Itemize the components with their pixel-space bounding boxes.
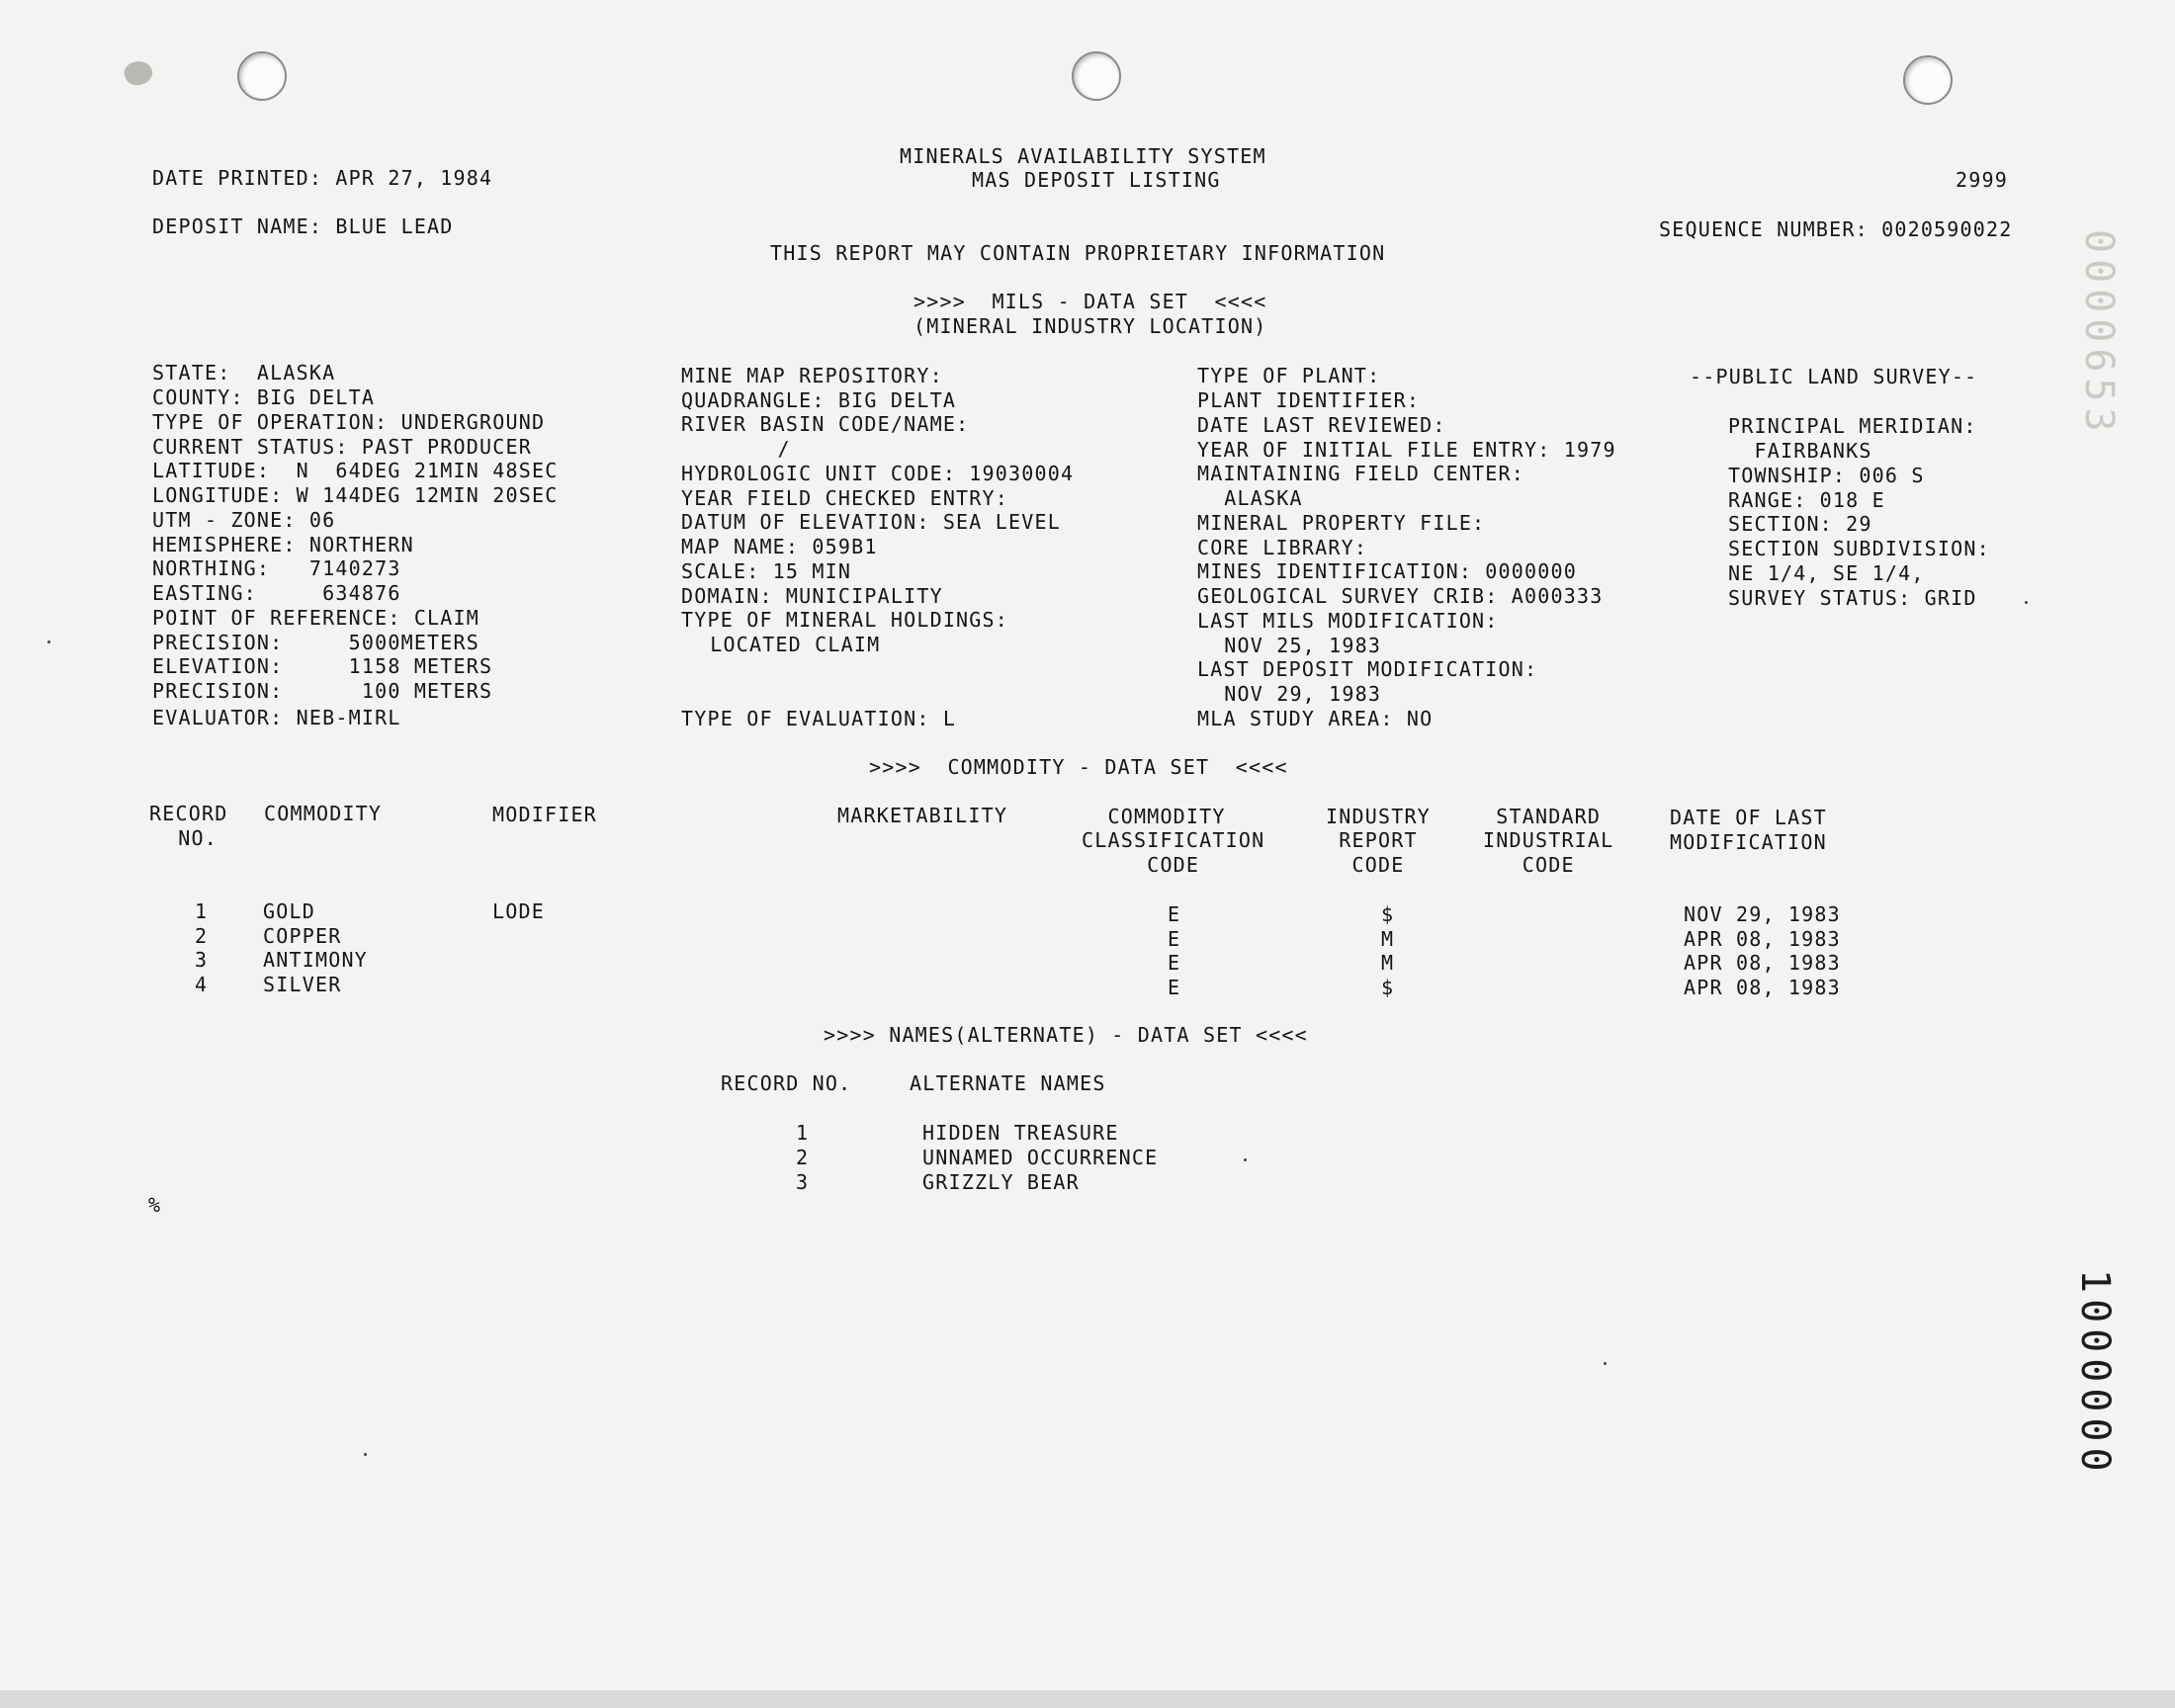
- col-header-classification: COMMODITY: [1082, 805, 1226, 828]
- names-header: ALTERNATE NAMES: [910, 1071, 1106, 1095]
- survey-field: SURVEY STATUS: GRID: [1728, 586, 1977, 610]
- mils-field: YEAR OF INITIAL FILE ENTRY: 1979: [1197, 438, 1616, 462]
- names-cell-record: 3: [796, 1170, 810, 1194]
- survey-field: SECTION SUBDIVISION:: [1728, 537, 1990, 560]
- date-printed: DATE PRINTED: APR 27, 1984: [152, 166, 493, 190]
- mils-field: PLANT IDENTIFIER:: [1197, 388, 1421, 412]
- table-cell-industry: $: [1381, 976, 1395, 999]
- mils-field: MAINTAINING FIELD CENTER:: [1197, 462, 1525, 485]
- table-cell-class: E: [1168, 976, 1181, 999]
- survey-field: RANGE: 018 E: [1728, 488, 1885, 512]
- deposit-name: DEPOSIT NAME: BLUE LEAD: [152, 214, 454, 238]
- mils-field: TYPE OF MINERAL HOLDINGS:: [681, 608, 1009, 632]
- table-cell-industry: M: [1381, 951, 1395, 975]
- mils-field: MINES IDENTIFICATION: 0000000: [1197, 559, 1577, 583]
- table-cell-commodity: SILVER: [263, 973, 342, 996]
- table-cell-record: 1: [195, 899, 209, 923]
- mils-field: HYDROLOGIC UNIT CODE: 19030004: [681, 462, 1075, 485]
- mils-field: MINE MAP REPOSITORY:: [681, 364, 943, 387]
- scan-speck: [1244, 1158, 1247, 1161]
- mils-field: YEAR FIELD CHECKED ENTRY:: [681, 486, 1009, 510]
- col-header-modifier: MODIFIER: [492, 803, 597, 826]
- col-header-standard: INDUSTRIAL: [1483, 828, 1614, 852]
- mils-field: RIVER BASIN CODE/NAME:: [681, 412, 970, 436]
- staple-mark: [122, 57, 156, 89]
- mils-field: MINERAL PROPERTY FILE:: [1197, 511, 1486, 535]
- names-cell-record: 2: [796, 1146, 810, 1169]
- scan-speck: [2025, 601, 2028, 604]
- mils-field: HEMISPHERE: NORTHERN: [152, 533, 414, 556]
- mils-field: QUADRANGLE: BIG DELTA: [681, 388, 957, 412]
- survey-field: NE 1/4, SE 1/4,: [1728, 561, 1925, 585]
- mils-field: LOCATED CLAIM: [697, 633, 881, 656]
- mils-field: TYPE OF OPERATION: UNDERGROUND: [152, 410, 546, 434]
- col-header-standard: CODE: [1483, 853, 1575, 877]
- table-cell-industry: M: [1381, 927, 1395, 951]
- survey-field: PRINCIPAL MERIDIAN:: [1728, 414, 1977, 438]
- mils-field: STATE: ALASKA: [152, 361, 336, 384]
- table-cell-record: 2: [195, 924, 209, 948]
- table-cell-industry: $: [1381, 902, 1395, 926]
- col-header-date: MODIFICATION: [1670, 830, 1827, 854]
- mils-field: CORE LIBRARY:: [1197, 536, 1368, 559]
- mils-field: GEOLOGICAL SURVEY CRIB: A000333: [1197, 584, 1604, 608]
- survey-field: FAIRBANKS: [1728, 439, 1872, 463]
- survey-field: SECTION: 29: [1728, 512, 1872, 536]
- table-cell-commodity: ANTIMONY: [263, 948, 368, 972]
- col-header-standard: STANDARD: [1483, 805, 1602, 828]
- col-header-marketability: MARKETABILITY: [837, 804, 1008, 827]
- table-cell-record: 3: [195, 948, 209, 972]
- scan-speck: [1604, 1362, 1607, 1365]
- table-cell-commodity: GOLD: [263, 899, 315, 923]
- table-cell-date: APR 08, 1983: [1684, 976, 1841, 999]
- system-title: MINERALS AVAILABILITY SYSTEM: [900, 144, 1266, 168]
- col-header-record: NO.: [165, 826, 218, 850]
- names-cell-name: HIDDEN TREASURE: [922, 1121, 1119, 1145]
- mils-field: EVALUATOR: NEB-MIRL: [152, 706, 401, 729]
- punch-hole-center: [1072, 51, 1121, 101]
- scan-speck: [364, 1453, 367, 1456]
- col-header-classification: CLASSIFICATION: [1082, 828, 1265, 852]
- mils-field: /: [751, 437, 791, 461]
- mils-field: CURRENT STATUS: PAST PRODUCER: [152, 435, 532, 459]
- col-header-record: RECORD: [149, 802, 228, 825]
- sequence-number: SEQUENCE NUMBER: 0020590022: [1659, 217, 2013, 241]
- scan-speck: [47, 640, 50, 643]
- proprietary-notice: THIS REPORT MAY CONTAIN PROPRIETARY INFORMATION: [770, 241, 1386, 265]
- names-cell-record: 1: [796, 1121, 810, 1145]
- mils-field: POINT OF REFERENCE: CLAIM: [152, 606, 480, 630]
- commodity-heading: >>>> COMMODITY - DATA SET <<<<: [869, 755, 1288, 779]
- table-cell-date: APR 08, 1983: [1684, 951, 1841, 975]
- survey-field: TOWNSHIP: 006 S: [1728, 464, 1925, 487]
- bates-stamp: 1000000: [2072, 1269, 2118, 1478]
- mils-field: ALASKA: [1211, 486, 1303, 510]
- public-land-survey-heading: --PUBLIC LAND SURVEY--: [1690, 365, 1978, 388]
- names-cell-name: GRIZZLY BEAR: [922, 1170, 1080, 1194]
- punch-hole-right: [1903, 55, 1953, 105]
- table-cell-class: E: [1168, 951, 1181, 975]
- table-cell-class: E: [1168, 902, 1181, 926]
- mils-subheading: (MINERAL INDUSTRY LOCATION): [914, 314, 1267, 338]
- mils-field: UTM - ZONE: 06: [152, 508, 336, 532]
- table-cell-class: E: [1168, 927, 1181, 951]
- type-of-evaluation: TYPE OF EVALUATION: L: [681, 707, 957, 730]
- mils-field: MAP NAME: 059B1: [681, 535, 878, 558]
- names-heading: >>>> NAMES(ALTERNATE) - DATA SET <<<<: [824, 1023, 1308, 1047]
- col-header-industry: REPORT: [1326, 828, 1418, 852]
- col-header-date: DATE OF LAST: [1670, 806, 1827, 829]
- mils-field: DATUM OF ELEVATION: SEA LEVEL: [681, 510, 1061, 534]
- mla-study-area: MLA STUDY AREA: NO: [1197, 707, 1434, 730]
- col-header-commodity: COMMODITY: [264, 802, 383, 825]
- mils-field: SCALE: 15 MIN: [681, 559, 852, 583]
- end-marker: %: [148, 1193, 162, 1217]
- mils-field: LONGITUDE: W 144DEG 12MIN 20SEC: [152, 483, 559, 507]
- mils-field: DATE LAST REVIEWED:: [1197, 413, 1446, 437]
- table-cell-date: APR 08, 1983: [1684, 927, 1841, 951]
- col-header-industry: CODE: [1326, 853, 1405, 877]
- mils-field: DOMAIN: MUNICIPALITY: [681, 584, 943, 608]
- mils-field: ELEVATION: 1158 METERS: [152, 654, 493, 678]
- faint-bates-stamp: 0000653: [2076, 229, 2122, 438]
- mils-field: LAST MILS MODIFICATION:: [1197, 609, 1499, 633]
- mils-field: NORTHING: 7140273: [152, 556, 401, 580]
- mils-field: PRECISION: 5000METERS: [152, 631, 480, 654]
- mils-heading: >>>> MILS - DATA SET <<<<: [914, 290, 1267, 313]
- punch-hole-left: [237, 51, 287, 101]
- page-number: 2999: [1956, 168, 2008, 192]
- table-cell-commodity: COPPER: [263, 924, 342, 948]
- table-cell-date: NOV 29, 1983: [1684, 902, 1841, 926]
- mils-field: NOV 25, 1983: [1211, 634, 1382, 657]
- mils-field: EASTING: 634876: [152, 581, 401, 605]
- table-cell-modifier: LODE: [492, 899, 545, 923]
- table-cell-record: 4: [195, 973, 209, 996]
- listing-title: MAS DEPOSIT LISTING: [972, 168, 1221, 192]
- col-header-industry: INDUSTRY: [1326, 805, 1431, 828]
- mils-field: NOV 29, 1983: [1211, 682, 1382, 706]
- mils-field: LATITUDE: N 64DEG 21MIN 48SEC: [152, 459, 559, 482]
- col-header-classification: CODE: [1082, 853, 1200, 877]
- mils-field: TYPE OF PLANT:: [1197, 364, 1381, 387]
- mils-field: COUNTY: BIG DELTA: [152, 385, 376, 409]
- mils-field: PRECISION: 100 METERS: [152, 679, 493, 703]
- names-cell-name: UNNAMED OCCURRENCE: [922, 1146, 1159, 1169]
- names-record-header: RECORD NO.: [721, 1071, 852, 1095]
- mils-field: LAST DEPOSIT MODIFICATION:: [1197, 657, 1538, 681]
